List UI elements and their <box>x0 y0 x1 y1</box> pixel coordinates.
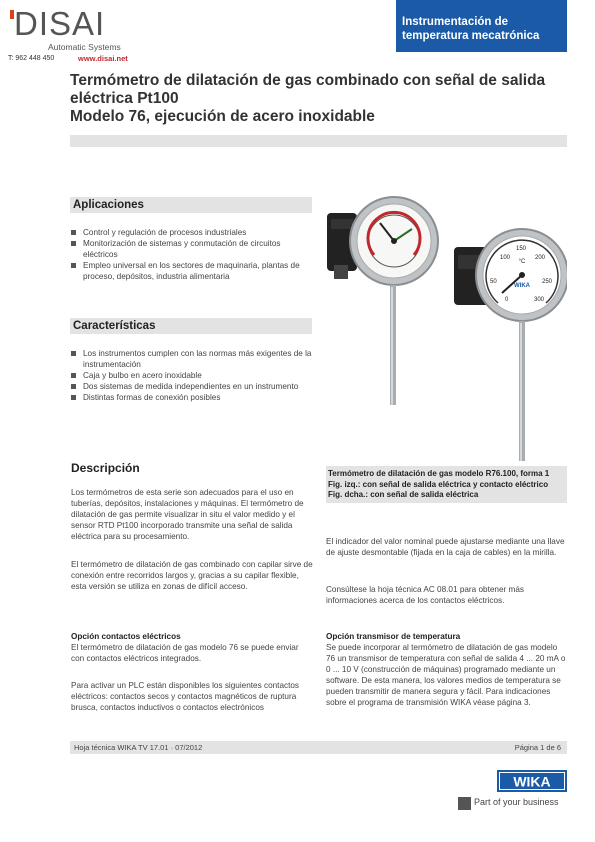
list-item: Dos sistemas de medida independientes en un instrumento <box>70 381 315 392</box>
dial-brand-text: WIKA <box>514 283 530 289</box>
caption-line-2: Fig. izq.: con señal de salida eléctrica y contacto eléctrico <box>328 479 549 489</box>
product-photo-thermometers <box>322 195 567 465</box>
dial-tick: 0 <box>505 297 509 303</box>
dial-unit-text: °C <box>518 259 526 265</box>
contactos-paragraph-1: El termómetro de dilatación de gas modelo 76 se puede enviar con contactos eléctricos integrados. <box>71 643 299 663</box>
wika-logo-text: WIKA <box>513 773 551 790</box>
bullet-icon <box>71 373 76 378</box>
list-item: Los instrumentos cumplen con las normas más exigentes de la instrumentación <box>70 348 315 370</box>
brand-slogan: Part of your business <box>474 797 559 807</box>
dial-tick: 200 <box>535 255 546 261</box>
bullet-icon <box>71 263 76 268</box>
category-line-1: Instrumentación de <box>402 16 509 28</box>
title-divider-bar <box>70 135 567 147</box>
bullet-icon <box>71 384 76 389</box>
contactos-paragraph-2: Para activar un PLC están disponibles los siguientes contactos eléctricos: contactos secos y contactos magnéticos de ruptura brusca, contactos inductivos o contactos electrónicos <box>71 681 300 712</box>
caption-line-3: Fig. dcha.: con señal de salida eléctrica <box>328 490 479 499</box>
company-logo: DISAI <box>14 5 106 42</box>
figure-caption <box>326 466 567 503</box>
caracteristicas-list <box>70 348 315 403</box>
section-heading-caracteristicas: Características <box>70 318 312 334</box>
page-number: Página 1 de 6 <box>514 743 561 752</box>
dial-tick: 250 <box>542 279 553 285</box>
phone-number: T: 962 448 450 <box>8 55 55 62</box>
page-title <box>70 72 560 126</box>
descripcion-paragraph-3: El indicador del valor nominal puede ajustarse mediante una llave de ajuste desmontable (fijada en la caja de cables) en la mirilla. <box>326 537 565 557</box>
aplicaciones-list <box>70 227 315 282</box>
bullet-icon <box>71 351 76 356</box>
dial-tick: 150 <box>516 246 527 252</box>
list-item: Control y regulación de procesos industriales <box>70 227 315 238</box>
footer-bar <box>70 741 567 754</box>
bullet-icon <box>71 395 76 400</box>
bullet-icon <box>71 230 76 235</box>
list-item: Monitorización de sistemas y conmutación de circuitos eléctricos <box>70 238 315 260</box>
list-item: Caja y bulbo en acero inoxidable <box>70 370 315 381</box>
thermometer-left-illustration <box>327 197 438 405</box>
category-banner <box>396 0 567 52</box>
title-line-3: Modelo 76, ejecución de acero inoxidable <box>70 108 375 125</box>
wika-logo <box>497 770 567 792</box>
category-line-2: temperatura mecatrónica <box>402 30 540 42</box>
dial-tick: 300 <box>534 297 545 303</box>
transmisor-paragraph: Se puede incorporar al termómetro de dilatación de gas modelo 76 un transmisor de temperatura con señal de salida 4 ... 20 mA o 0 ... 10 V (construcción de máquinas) programado mediante un software. De esta manera, los valores medios de temperatura se pueden transmitir de manera segura y fácil. Para indicaciones sobre el programa de transmisión WIKA véase página 3. <box>326 643 566 707</box>
bullet-icon <box>71 241 76 246</box>
transmisor-heading: Opción transmisor de temperatura <box>326 632 461 641</box>
title-line-1: Termómetro de dilatación de gas combinado con señal de salida <box>70 72 546 89</box>
dial-tick: 100 <box>500 255 511 261</box>
title-line-2: eléctrica Pt100 <box>70 90 179 107</box>
list-item: Distintas formas de conexión posibles <box>70 392 315 403</box>
dial-tick: 50 <box>490 279 497 285</box>
list-item: Empleo universal en los sectores de maquinaria, plantas de proceso, depósitos, industria alimentaria <box>70 260 315 282</box>
descripcion-paragraph-2: El termómetro de dilatación de gas combinado con capilar sirve de conexión entre recorridos largos y, gracias a su capilar flexible, esta versión se utiliza en zonas de difícil acceso. <box>71 560 313 591</box>
thermometer-right-illustration <box>454 229 567 461</box>
descripcion-paragraph-1: Los termómetros de esta serie son adecuados para el uso en tuberías, depósitos, instalaciones y máquinas. El termómetro de dilatación de gas permite visualizar in situ el valor medido y el sensor RTD Pt100 incorporado transmite una señal de salida eléctrica para su procesamiento. <box>71 488 304 541</box>
section-heading-aplicaciones: Aplicaciones <box>70 197 312 213</box>
section-heading-descripcion: Descripción <box>71 461 140 475</box>
website-link[interactable]: www.disai.net <box>78 54 128 63</box>
logo-subtitle: Automatic Systems <box>48 42 121 52</box>
descripcion-paragraph-4: Consúltese la hoja técnica AC 08.01 para obtener más informaciones acerca de los contactos eléctricos. <box>326 585 524 605</box>
contactos-heading: Opción contactos eléctricos <box>71 632 181 641</box>
slogan-mark-icon <box>458 797 471 810</box>
caption-line-1: Termómetro de dilatación de gas modelo R76.100, forma 1 <box>328 469 550 478</box>
datasheet-reference: Hoja técnica WIKA TV 17.01 · 07/2012 <box>74 743 203 752</box>
